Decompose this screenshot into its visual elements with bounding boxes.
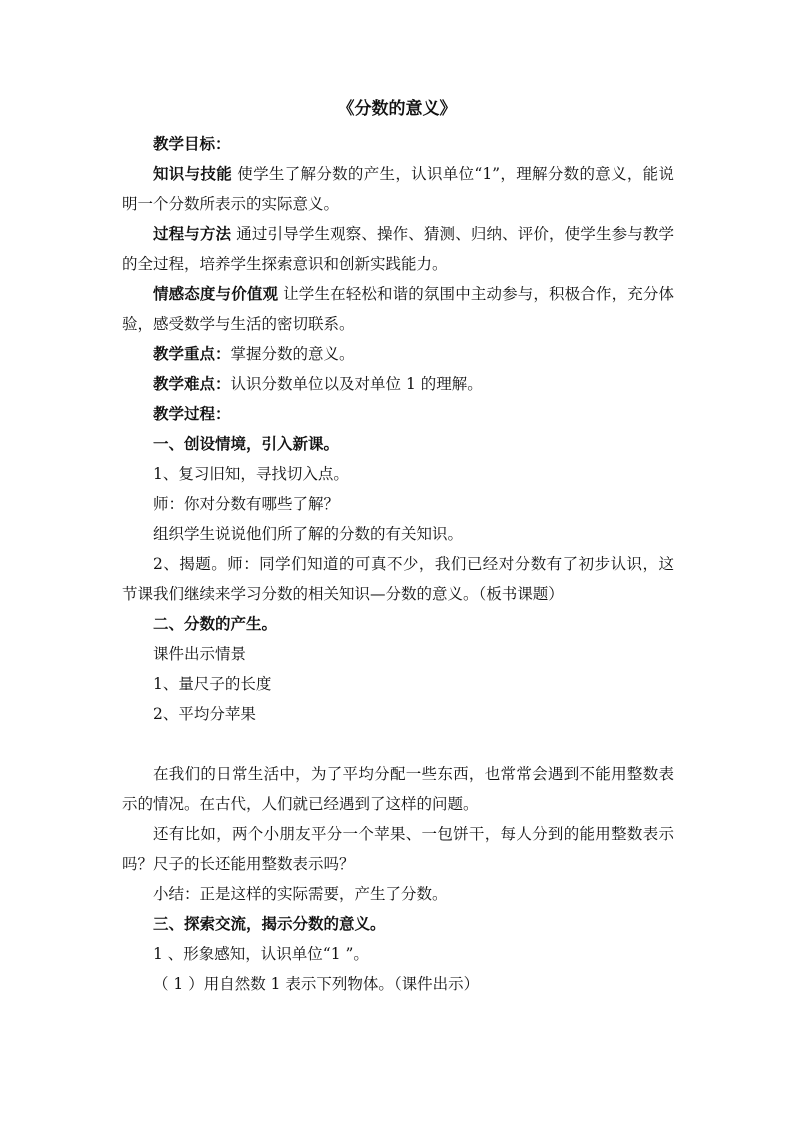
section-heading: 一、创设情境，引入新课。	[153, 434, 340, 453]
paragraph: 师：你对分数有哪些了解？	[153, 495, 340, 513]
paragraph: 组织学生说说他们所了解的分数的有关知识。	[153, 525, 464, 543]
difficulty-text: 认识分数单位以及对单位 1 的理解。	[230, 375, 483, 393]
objective-process	[122, 219, 674, 279]
paragraph: 2、揭题。师：同学们知道的可真不少，我们已经对分数有了初步认识，这节课我们继续来学习分数的相关知识—分数的意义。（板书课题）	[122, 555, 674, 603]
objective-label: 过程与方法	[153, 224, 232, 243]
process-heading: 教学过程：	[153, 404, 231, 423]
objectives-heading: 教学目标：	[153, 134, 231, 153]
difficulty	[122, 369, 674, 399]
document-title: 《分数的意义》	[337, 99, 457, 119]
paragraph: 1、复习旧知，寻找切入点。	[153, 465, 349, 483]
objective-text: 使学生了解分数的产生，认识单位“1”，理解分数的意义，能说明一个分数所表示的实际意义。	[122, 165, 674, 213]
blank-line	[122, 729, 674, 759]
objective-label: 知识与技能	[153, 164, 233, 183]
section-heading: 三、探索交流，揭示分数的意义。	[153, 914, 386, 933]
document-body	[122, 129, 674, 999]
objective-text: 通过引导学生观察、操作、猜测、归纳、评价，使学生参与教学的全过程，培养学生探索意识和创新实践能力。	[122, 225, 674, 273]
objective-label: 情感态度与价值观	[153, 284, 279, 303]
objective-attitude	[122, 279, 674, 339]
paragraph: 还有比如，两个小朋友平分一个苹果、一包饼干，每人分到的能用整数表示吗？尺子的长还能用整数表示吗？	[122, 825, 674, 873]
paragraph: 1、量尺子的长度	[153, 675, 272, 693]
paragraph: 课件出示情景	[153, 645, 247, 663]
key-point-text: 掌握分数的意义。	[230, 345, 355, 363]
key-point-label: 教学重点：	[153, 344, 231, 363]
paragraph: （ 1 ）用自然数 1 表示下列物体。（课件出示）	[153, 975, 480, 993]
objective-knowledge	[122, 159, 674, 219]
paragraph: 小结：正是这样的实际需要，产生了分数。	[153, 885, 448, 903]
key-point	[122, 339, 674, 369]
objective-text: 让学生在轻松和谐的氛围中主动参与，积极合作，充分体验，感受数学与生活的密切联系。	[122, 285, 674, 333]
paragraph: 2、平均分苹果	[153, 705, 256, 723]
paragraph: 在我们的日常生活中，为了平均分配一些东西，也常常会遇到不能用整数表示的情况。在古代，人们就已经遇到了这样的问题。	[122, 765, 674, 813]
paragraph: 1 、形象感知，认识单位“1 ”。	[153, 945, 369, 963]
difficulty-label: 教学难点：	[153, 374, 231, 393]
section-heading: 二、分数的产生。	[153, 614, 278, 633]
